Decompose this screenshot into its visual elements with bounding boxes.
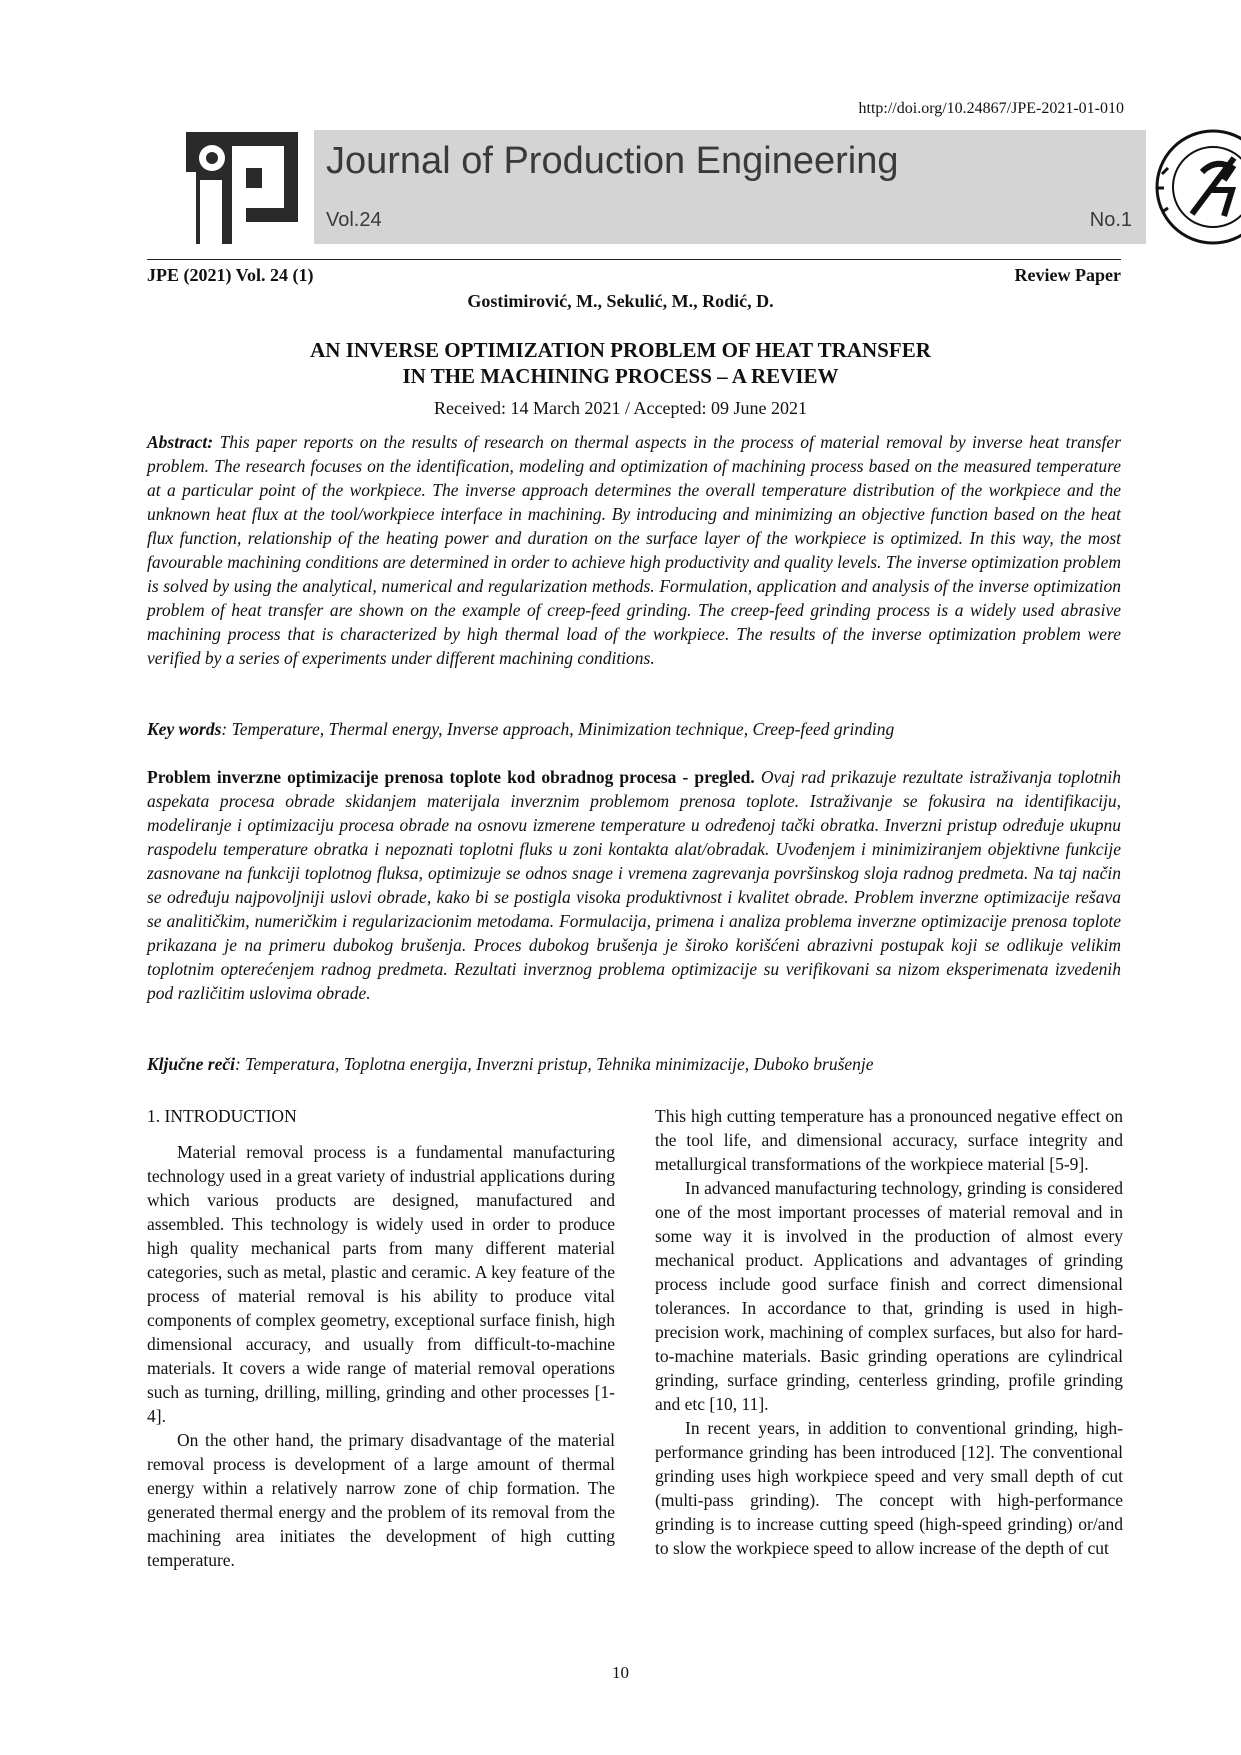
faculty-seal-icon (1154, 128, 1241, 246)
authors: Gostimirović, M., Sekulić, M., Rodić, D. (467, 291, 774, 311)
doi-link[interactable]: http://doi.org/10.24867/JPE-2021-01-010 (858, 100, 1124, 117)
serbian-title: Problem inverzne optimizacije prenosa toplote kod obradnog procesa - pregled. (147, 767, 755, 787)
body-column-left (147, 1104, 615, 1572)
section-heading: 1. INTRODUCTION (147, 1106, 297, 1126)
body-paragraph: This high cutting temperature has a pronounced negative effect on the tool life, and dimensional accuracy, surface integrity and metallurgical transformations of the workpiece material [5-9]. (655, 1106, 1123, 1174)
keywords-text: : Temperature, Thermal energy, Inverse approach, Minimization technique, Creep-feed grinding (221, 719, 895, 739)
journal-title: Journal of Production Engineering (326, 140, 899, 182)
received-dates: Received: 14 March 2021 / Accepted: 09 June 2021 (434, 398, 807, 418)
paper-title-line-2: IN THE MACHINING PROCESS – A REVIEW (402, 364, 839, 388)
serbian-abstract-text: Ovaj rad prikazuje rezultate istraživanja toplotnih aspekata procesa obrade skidanjem materijala inverznim problemom prenosa toplote. Istraživanje se fokusira na identifikaciju, modeliranje i optimizaciju procesa obrade na osnovu izmerene temperature u određenoj tački obratka. Inverzni pristup određuje ukupnu raspodelu temperature obratka i nepoznati toplotni fluks u zoni kontakta alat/obradak. Uvođenjem i minimiziranjem objektivne funkcije zasnovane na funkciji toplotnog fluksa, optimizuje se odnos snage i vremena zagrevanja površinskog sloja radnog predmeta. Na taj način se određuju najpovoljniji uslovi obrade, kako bi se postigla visoka produktivnost i kvalitet obrade. Problem inverzne optimizacije rešava se analitičkim, numeričkim i regularizacionim metodama. Formulacija, primena i analiza problema inverzne optimizacije prenosa toplote prikazana je na primeru dubokog brušenja. Proces dubokog brušenja je široko korišćeni abrazivni postupak koji se odlikuje velikim toplotnim opterećenjem radnog predmeta. Rezultati inverznog problema optimizacije su verifikovani sa nizom eksperimenata izvedenih pod različitim uslovima obrade. (147, 767, 1121, 1003)
page-number: 10 (612, 1663, 629, 1682)
paper-title-line-1: AN INVERSE OPTIMIZATION PROBLEM OF HEAT TRANSFER (310, 338, 931, 362)
abstract-text: This paper reports on the results of research on thermal aspects in the process of material removal by inverse heat transfer problem. The research focuses on the identification, modeling and optimization of machining process based on the measured temperature at a particular point of the workpiece. The inverse approach determines the overall temperature distribution of the workpiece and the unknown heat flux at the tool/workpiece interface in machining. By introducing and minimizing an objective function based on the heat flux function, relationship of the heating power and duration on the surface layer of the workpiece is optimized. In this way, the most favourable machining conditions are determined in order to achieve high productivity and quality levels. The inverse optimization problem is solved by using the analytical, numerical and regularization methods. Formulation, application and analysis of the inverse optimization problem of heat transfer are shown on the example of creep-feed grinding. The creep-feed grinding process is a widely used abrasive machining process that is characterized by high thermal load of the workpiece. The results of the inverse optimization problem were verified by a series of experiments under different machining conditions. (147, 432, 1121, 668)
serbian-keywords-label: Ključne reči (147, 1054, 235, 1074)
keywords (147, 717, 1121, 741)
header-rule (147, 259, 1121, 260)
body-paragraph: Material removal process is a fundamental manufacturing technology used in a great variety of industrial applications during which various products are designed, manufactured and assembled. This technology is widely used in order to produce high quality mechanical parts from many different material categories, such as metal, plastic and ceramic. A key feature of the process of material removal is his ability to produce vital components of complex geometry, exceptional surface finish, high dimensional accuracy, and usually from difficult-to-machine materials. It covers a wide range of material removal operations such as turning, drilling, milling, grinding and other processes [1-4]. (147, 1142, 615, 1426)
paper-title (0, 337, 1241, 389)
citation: JPE (2021) Vol. 24 (1) (147, 265, 314, 285)
serbian-keywords (147, 1052, 1121, 1076)
body-column-right (655, 1104, 1123, 1560)
journal-banner (186, 128, 1206, 250)
serbian-keywords-text: : Temperatura, Toplotna energija, Inverzni pristup, Tehnika minimizacije, Duboko brušenje (234, 1054, 874, 1074)
body-paragraph: In recent years, in addition to conventional grinding, high-performance grinding has been introduced [12]. The conventional grinding uses high workpiece speed and very small depth of cut (multi-pass grinding). The concept with high-performance grinding is to increase cutting speed (high-speed grinding) or/and to slow the workpiece speed to allow increase of the depth of cut (655, 1418, 1123, 1558)
abstract-label: Abstract: (147, 432, 214, 452)
body-paragraph: In advanced manufacturing technology, grinding is considered one of the most important processes of material removal and in some way it is involved in the production of almost every mechanical product. Applications and advantages of grinding process include good surface finish and correct dimensional tolerances. In accordance to that, grinding is used in high-precision work, machining of complex surfaces, but also for hard-to-machine materials. Basic grinding operations are cylindrical grinding, surface grinding, centerless grinding, profile grinding and etc [10, 11]. (655, 1178, 1123, 1414)
jpe-logo-icon (186, 132, 298, 244)
paper-type: Review Paper (1014, 265, 1121, 285)
journal-title-bar (314, 130, 1146, 244)
abstract (147, 430, 1121, 670)
issue-number-label: No.1 (1089, 209, 1132, 231)
keywords-label: Key words (147, 719, 222, 739)
serbian-abstract (147, 765, 1121, 1005)
volume-label: Vol.24 (326, 209, 382, 231)
body-paragraph: On the other hand, the primary disadvantage of the material removal process is development of a large amount of thermal energy within a relatively narrow zone of chip formation. The generated thermal energy and the problem of its removal from the machining area initiates the development of high cutting temperature. (147, 1430, 615, 1570)
